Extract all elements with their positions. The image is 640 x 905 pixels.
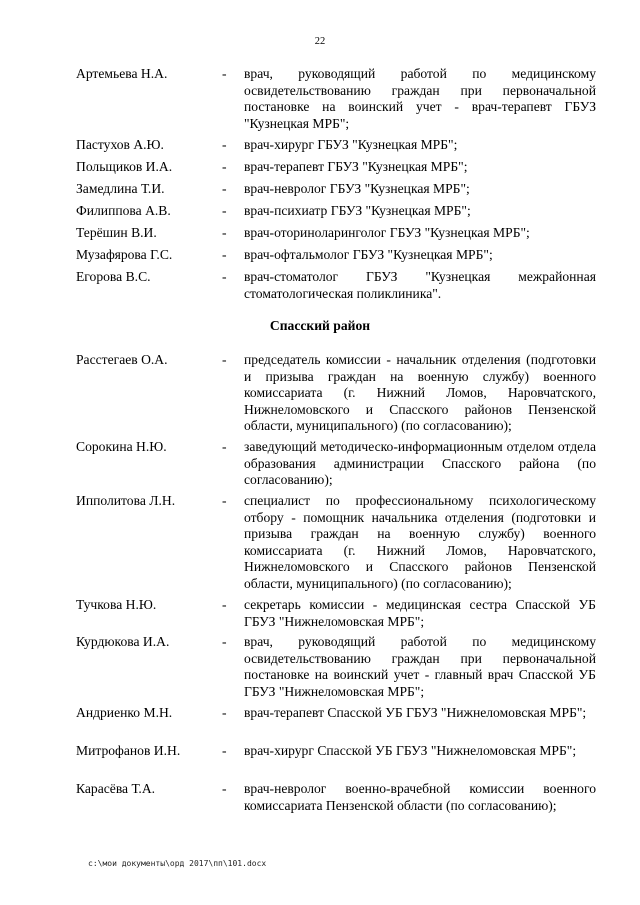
file-path-footer: c:\мои документы\орд 2017\пп\101.docx [88,859,267,868]
person-name: Митрофанов И.Н. [76,743,181,758]
person-role: врач-психиатр ГБУЗ "Кузнецкая МРБ"; [244,203,471,218]
person-role: врач-оториноларинголог ГБУЗ "Кузнецкая МРБ"; [244,225,530,240]
person-role: врач, руководящий работой по медицинскому освидетельствованию граждан при первоначальной постановке на воинский учет - главный врач Спасской УБ ГБУЗ "Нижнеломовская МРБ"; [244,634,596,699]
person-name: Карасёва Т.А. [76,781,156,796]
list-item [0,743,640,760]
list-item [0,247,640,264]
list-item [0,781,640,814]
person-name: Филиппова А.В. [76,203,171,218]
person-role: врач-терапевт ГБУЗ "Кузнецкая МРБ"; [244,159,468,174]
dash: - [222,247,227,262]
person-role: врач-хирург ГБУЗ "Кузнецкая МРБ"; [244,137,458,152]
dash: - [222,493,227,508]
dash: - [222,352,227,367]
person-name: Расстегаев О.А. [76,352,168,367]
person-role: специалист по профессиональному психологическому отбору - помощник начальника отделения (подготовки и призыва граждан на военную службу) военного комиссариата (г. Нижний Ломов, Наровчатского, Нижнеломовского и Спасского районов Пензенской области, муниципального) (по согласованию); [244,493,596,591]
dash: - [222,597,227,612]
list-item [0,159,640,176]
person-name: Музафярова Г.С. [76,247,173,262]
section-heading: Спасский район [269,318,371,333]
person-role: секретарь комиссии - медицинская сестра Спасской УБ ГБУЗ "Нижнеломовская МРБ"; [244,597,596,629]
person-name: Андриенко М.Н. [76,705,173,720]
person-role: заведующий методическо-информационным отделом отдела образования администрации Спасского района (по согласованию); [244,439,596,487]
list-item [0,352,640,435]
list-item [0,493,640,592]
person-name: Пастухов А.Ю. [76,137,164,152]
dash: - [222,181,227,196]
person-role: врач-стоматолог ГБУЗ "Кузнецкая межрайонная стоматологическая поликлиника". [244,269,596,301]
dash: - [222,137,227,152]
dash: - [222,781,227,796]
page-number: 22 [314,36,326,47]
person-role: врач-хирург Спасской УБ ГБУЗ "Нижнеломовская МРБ"; [244,743,577,758]
dash: - [222,159,227,174]
dash: - [222,66,227,81]
dash: - [222,225,227,240]
dash: - [222,439,227,454]
list-item [0,225,640,242]
person-role: председатель комиссии - начальник отделения (подготовки и призыва граждан на военную службу) военного комиссариата (г. Нижний Ломов, Наровчатского, Нижнеломовского и Спасского районов Пензенской области, муниципального) (по согласованию); [244,352,596,433]
list-item [0,269,640,302]
person-role: врач-невролог военно-врачебной комиссии военного комиссариата Пензенской области (по согласованию); [244,781,596,813]
list-item [0,439,640,489]
person-name: Замедлина Т.И. [76,181,165,196]
person-name: Артемьева Н.А. [76,66,168,81]
list-item [0,203,640,220]
person-role: врач, руководящий работой по медицинскому освидетельствованию граждан при первоначальной постановке на воинский учет - врач-терапевт ГБУЗ "Кузнецкая МРБ"; [244,66,596,131]
person-name: Тучкова Н.Ю. [76,597,157,612]
person-role: врач-терапевт Спасской УБ ГБУЗ "Нижнеломовская МРБ"; [244,705,587,720]
dash: - [222,203,227,218]
person-name: Курдюкова И.А. [76,634,170,649]
dash: - [222,705,227,720]
list-item [0,66,640,132]
person-name: Сорокина Н.Ю. [76,439,167,454]
person-role: врач-офтальмолог ГБУЗ "Кузнецкая МРБ"; [244,247,493,262]
person-name: Терёшин В.И. [76,225,157,240]
list-item [0,597,640,630]
dash: - [222,634,227,649]
person-name: Ипполитова Л.Н. [76,493,176,508]
list-item [0,634,640,700]
dash: - [222,743,227,758]
person-name: Польщиков И.А. [76,159,173,174]
list-item [0,181,640,198]
person-name: Егорова В.С. [76,269,151,284]
list-item [0,137,640,154]
person-role: врач-невролог ГБУЗ "Кузнецкая МРБ"; [244,181,470,196]
dash: - [222,269,227,284]
list-item [0,705,640,722]
